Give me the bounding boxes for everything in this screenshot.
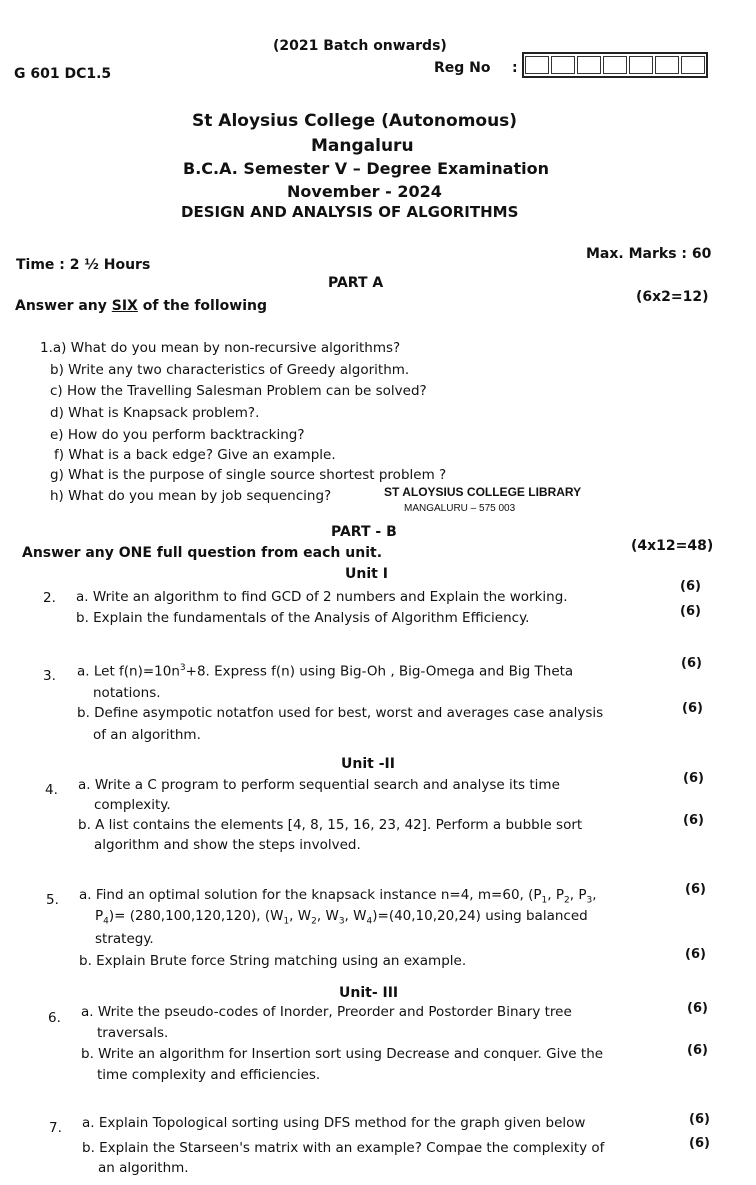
question-number: 7. [49, 1120, 62, 1136]
question-3b-cont: of an algorithm. [93, 727, 201, 743]
unit-1-heading: Unit I [345, 566, 388, 582]
list-item: 1.a) What do you mean by non-recursive algorithms? [40, 340, 401, 356]
exam-title: B.C.A. Semester V – Degree Examination [183, 159, 549, 178]
library-stamp-line2: MANGALURU – 575 003 [404, 503, 516, 514]
reg-no-boxes [522, 52, 708, 78]
marks-label: (6) [683, 813, 704, 828]
subject-title: DESIGN AND ANALYSIS OF ALGORITHMS [181, 203, 519, 221]
exam-date: November - 2024 [287, 182, 442, 201]
unit-2-heading: Unit -II [341, 756, 395, 772]
question-2a: a. Write an algorithm to find GCD of 2 numbers and Explain the working. [76, 589, 568, 605]
part-a-marks: (6x2=12) [636, 289, 709, 305]
list-item: e) How do you perform backtracking? [50, 427, 305, 443]
reg-no-label: Reg No [434, 60, 491, 76]
marks-label: (6) [689, 1136, 710, 1151]
question-5a: a. Find an optimal solution for the knapsack instance n=4, m=60, ($P_1$, $P_2$, $P_3$, [79, 887, 597, 906]
unit-3-heading: Unit- III [339, 985, 399, 1001]
marks-label: (6) [685, 882, 706, 897]
part-a-heading: PART A [328, 275, 384, 291]
marks-label: (6) [689, 1112, 710, 1127]
reg-no-colon: : [512, 60, 518, 76]
question-7b-cont: an algorithm. [98, 1160, 189, 1176]
marks-label: (6) [682, 701, 703, 716]
marks-label: (6) [680, 604, 701, 619]
question-6a-cont: traversals. [97, 1025, 169, 1041]
marks-label: (6) [685, 947, 706, 962]
college-city: Mangaluru [311, 136, 414, 156]
question-5a-cont: strategy. [95, 931, 154, 947]
reg-no-cell [629, 56, 653, 74]
question-number: 2. [43, 590, 56, 606]
marks-label: (6) [687, 1001, 708, 1016]
question-7a: a. Explain Topological sorting using DFS method for the graph given below [82, 1115, 586, 1131]
marks-label: (6) [681, 656, 702, 671]
reg-no-cell [577, 56, 601, 74]
list-item: d) What is Knapsack problem?. [50, 405, 260, 421]
batch-note: (2021 Batch onwards) [273, 38, 447, 54]
marks-label: (6) [683, 771, 704, 786]
question-number: 3. [43, 668, 56, 684]
part-b-instruction: Answer any ONE full question from each unit. [22, 545, 383, 561]
question-7b: b. Explain the Starseen's matrix with an example? Compae the complexity of [82, 1140, 605, 1156]
paper-code: G 601 DC1.5 [14, 66, 112, 82]
question-5a-line2: $P_4)= (280,100,120,120)$, ($W_1$, $W_2$, $W_3$, $W_4)=(40,10,20,24)$ using balanced [95, 908, 588, 927]
question-4a-cont: complexity. [94, 797, 171, 813]
reg-no-cell [681, 56, 705, 74]
question-4b: b. A list contains the elements [4, 8, 15, 16, 23, 42]. Perform a bubble sort [78, 817, 583, 833]
list-item: c) How the Travelling Salesman Problem can be solved? [50, 383, 427, 399]
question-3a-cont: notations. [93, 685, 161, 701]
question-4b-cont: algorithm and show the steps involved. [94, 837, 361, 853]
list-item: f) What is a back edge? Give an example. [54, 447, 336, 463]
max-marks: Max. Marks : 60 [586, 246, 712, 262]
question-number: 5. [46, 892, 59, 908]
reg-no-cell [551, 56, 575, 74]
list-item: g) What is the purpose of single source shortest problem ? [50, 467, 447, 483]
question-3a: a. Let $f(n)=10n^3+8$. Express f(n) using Big-Oh , Big-Omega and Big Theta [77, 663, 574, 680]
reg-no-cell [655, 56, 679, 74]
marks-label: (6) [680, 579, 701, 594]
question-number: 6. [48, 1010, 61, 1026]
time-allowed: Time : 2 ½ Hours [16, 257, 151, 273]
question-6b: b. Write an algorithm for Insertion sort using Decrease and conquer. Give the [81, 1046, 604, 1062]
library-stamp-line1: ST ALOYSIUS COLLEGE LIBRARY [384, 485, 582, 499]
question-4a: a. Write a C program to perform sequential search and analyse its time [78, 777, 560, 793]
list-item: b) Write any two characteristics of Greedy algorithm. [50, 362, 410, 378]
question-3b: b. Define asympotic notatfon used for best, worst and averages case analysis [77, 705, 604, 721]
question-6b-cont: time complexity and efficiencies. [97, 1067, 321, 1083]
list-item: h) What do you mean by job sequencing? [50, 488, 332, 504]
question-2b: b. Explain the fundamentals of the Analysis of Algorithm Efficiency. [76, 610, 530, 626]
college-name: St Aloysius College (Autonomous) [192, 111, 518, 131]
question-5b: b. Explain Brute force String matching using an example. [79, 953, 467, 969]
reg-no-cell [603, 56, 627, 74]
reg-no-cell [525, 56, 549, 74]
question-6a: a. Write the pseudo-codes of Inorder, Preorder and Postorder Binary tree [81, 1004, 572, 1020]
part-a-instruction: Answer any SIX of the following [15, 298, 267, 314]
marks-label: (6) [687, 1043, 708, 1058]
part-b-heading: PART - B [331, 524, 397, 540]
question-number: 4. [45, 782, 58, 798]
part-b-marks: (4x12=48) [631, 538, 714, 554]
